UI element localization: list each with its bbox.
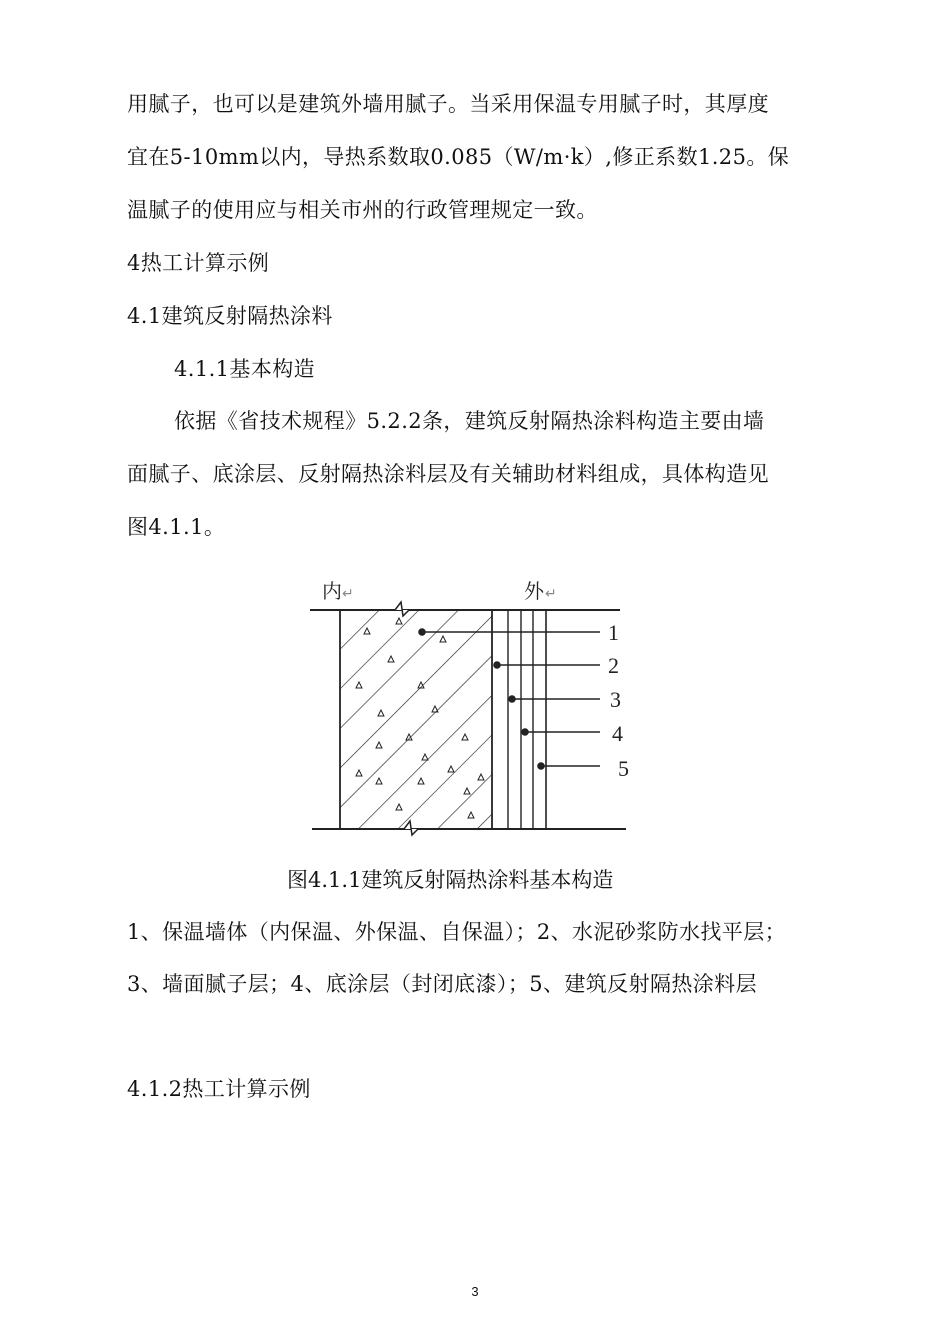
section-heading-4-1: 4.1建筑反射隔热涂料	[127, 304, 333, 328]
callout-1: 1	[608, 620, 619, 645]
callout-4: 4	[612, 721, 623, 746]
callout-2: 2	[608, 653, 619, 678]
section-heading-4: 4热工计算示例	[127, 251, 270, 275]
body-line-4: 依据《省技术规程》5.2.2条，建筑反射隔热涂料构造主要由墙	[174, 409, 765, 433]
legend-line-2: 3、墙面腻子层；4、底涂层（封闭底漆）；5、建筑反射隔热涂料层	[127, 972, 757, 996]
page-number: 3	[471, 1284, 479, 1299]
callout-5: 5	[618, 756, 629, 781]
wall-construction-diagram	[300, 570, 640, 840]
body-line-5: 面腻子、底涂层、反射隔热涂料层及有关辅助材料组成，具体构造见	[127, 462, 769, 486]
svg-text:↵: ↵	[545, 587, 557, 602]
figure-caption: 图4.1.1建筑反射隔热涂料基本构造	[287, 868, 614, 892]
section-heading-4-1-1: 4.1.1基本构造	[174, 357, 316, 381]
label-inside: 内	[322, 581, 342, 603]
body-line-2: 宜在5-10mm以内，导热系数取0.085（W/m·k）,修正系数1.25。保	[127, 145, 790, 169]
insulated-wall-body	[340, 610, 492, 829]
body-line-3: 温腻子的使用应与相关市州的行政管理规定一致。	[127, 198, 598, 222]
svg-text:↵: ↵	[342, 587, 354, 602]
body-line-1: 用腻子，也可以是建筑外墙用腻子。当采用保温专用腻子时，其厚度	[127, 92, 769, 116]
label-outside: 外	[524, 581, 544, 603]
body-line-6: 图4.1.1。	[127, 515, 226, 539]
section-heading-4-1-2: 4.1.2热工计算示例	[127, 1077, 311, 1101]
callout-3: 3	[610, 687, 621, 712]
legend-line-1: 1、保温墙体（内保温、外保温、自保温）；2、水泥砂浆防水找平层；	[127, 920, 787, 944]
